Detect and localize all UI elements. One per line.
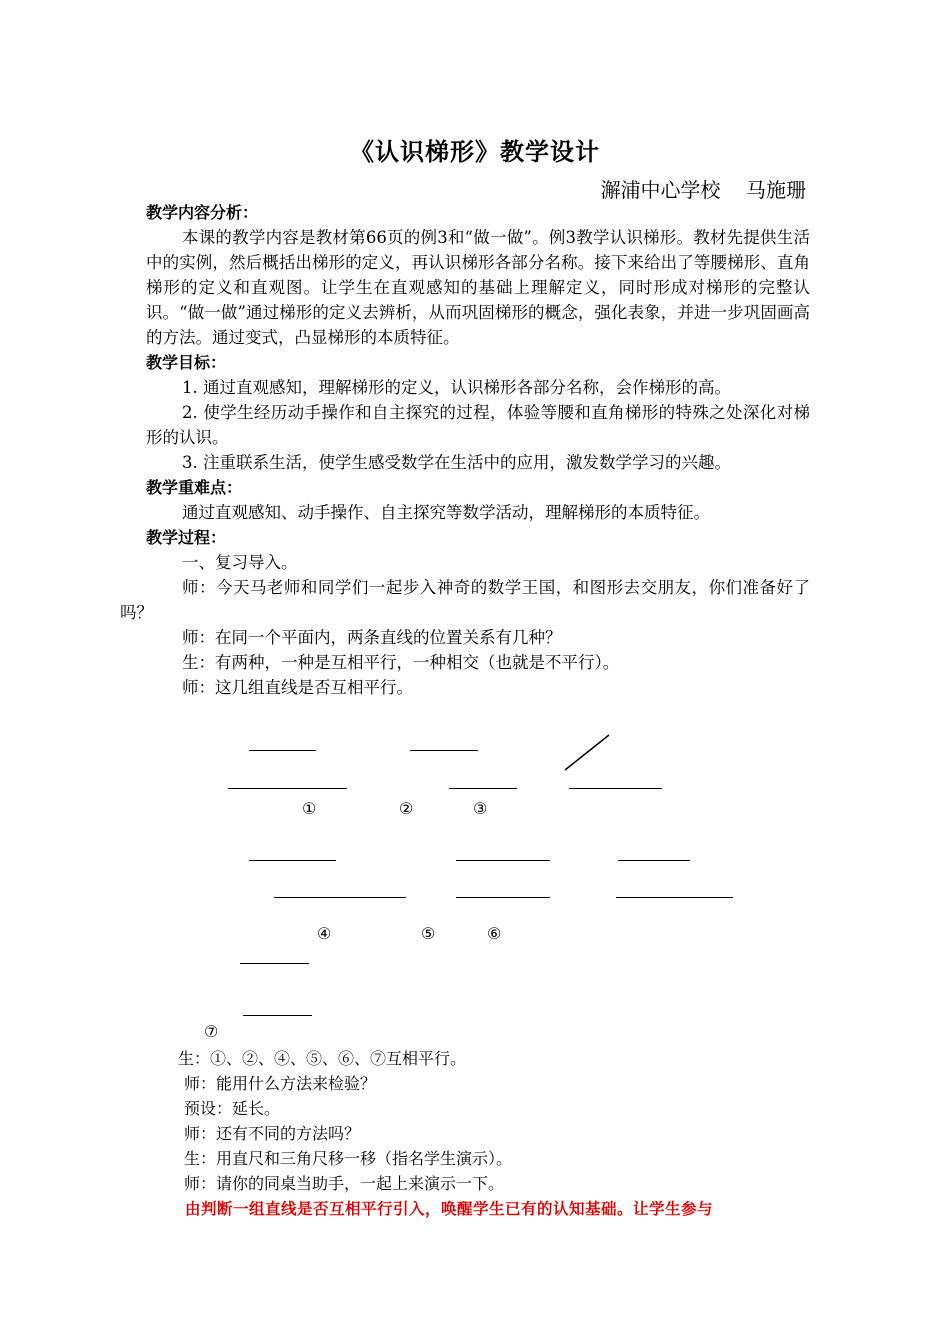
paragraph-content-analysis: 本课的教学内容是教材第66页的例3和“做一做”。例3教学认识梯形。教材先提供生活中的实例，然后概括出梯形的定义，再认识梯形各部分名称。接下来给出了等腰梯形、直角梯形的定义和直观图。让学生在直观感知的基础上理解定义，同时形成对梯形的完整认识。“做一做”通过梯形的定义去辨析，从而巩固梯形的概念，强化表象，并进一步巩固画高的方法。通过变式，凸显梯形的本质特征。 [146, 228, 810, 347]
dialogue-teacher-3: 师：这几组直线是否互相平行。 [182, 678, 413, 697]
line-pair-2-bottom [449, 788, 517, 789]
dialogue-student-2: 生：①、②、④、⑤、⑥、⑦互相平行。 [178, 1049, 467, 1068]
paragraph-key-points: 通过直观感知、动手操作、自主探究等数学活动，理解梯形的本质特征。 [182, 503, 710, 522]
goal-item-1: 1. 通过直观感知，理解梯形的定义，认识梯形各部分名称，会作梯形的高。 [182, 378, 731, 397]
line-pair-7-top [240, 963, 309, 964]
dialogue-preset: 预设：延长。 [184, 1099, 281, 1118]
dialogue-teacher-5: 师：还有不同的方法吗？ [184, 1124, 361, 1143]
label-3: ③ [473, 799, 488, 818]
goal-item-2: 2. 使学生经历动手操作和自主探究的过程，体验等腰和直角梯形的特殊之处深化对梯形的认识。 [146, 403, 810, 447]
line-pair-6-bottom [616, 897, 733, 898]
line-pair-4-bottom [274, 897, 406, 898]
goal-item-3: 3. 注重联系生活，使学生感受数学在生活中的应用，激发数学学习的兴趣。 [182, 453, 731, 472]
line-pair-1-top [249, 750, 316, 751]
dialogue-teacher-6: 师：请你的同桌当助手，一起上来演示一下。 [184, 1174, 505, 1193]
heading-content-analysis: 教学内容分析： [146, 203, 259, 222]
label-6: ⑥ [487, 924, 502, 943]
dialogue-teacher-1-text: 师：今天马老师和同学们一起步入神奇的数学王国，和图形去交朋友，你们准备好了吗？ [120, 578, 810, 622]
line-pair-5-bottom [456, 897, 550, 898]
line-pair-3-slanted [560, 730, 620, 775]
line-pair-2-top [410, 750, 478, 751]
heading-goals: 教学目标： [146, 353, 227, 372]
line-pair-5-top [456, 860, 550, 861]
label-7: ⑦ [204, 1022, 219, 1041]
dialogue-teacher-1 [120, 575, 810, 625]
line-pair-3-bottom [569, 788, 662, 789]
line-pair-1-bottom [228, 788, 347, 789]
step-review-intro: 一、复习导入。 [182, 553, 298, 572]
label-1: ① [302, 799, 317, 818]
line-pair-4-top [249, 860, 336, 861]
label-4: ④ [317, 924, 332, 943]
document-title: 《认识梯形》教学设计 [350, 137, 600, 166]
heading-key-points: 教学重难点： [146, 478, 243, 497]
dialogue-teacher-4: 师：能用什么方法来检验？ [184, 1074, 377, 1093]
dialogue-teacher-2: 师：在同一个平面内，两条直线的位置关系有几种？ [182, 628, 562, 647]
dialogue-student-1: 生：有两种，一种是互相平行，一种相交（也就是不平行）。 [182, 653, 620, 672]
heading-process: 教学过程： [146, 528, 227, 547]
teaching-note: 由判断一组直线是否互相平行引入，唤醒学生已有的认知基础。让学生参与 [185, 1199, 714, 1218]
label-5: ⑤ [421, 924, 436, 943]
dialogue-section-2 [178, 1046, 842, 1221]
author-line: 澥浦中心学校 马施珊 [600, 178, 806, 202]
label-2: ② [399, 799, 414, 818]
line-pair-7-bottom [243, 1015, 312, 1016]
content-section-1 [120, 200, 810, 700]
dialogue-student-3: 生：用直尺和三角尺移一移（指名学生演示）。 [184, 1149, 513, 1168]
line-pair-6-top [618, 860, 690, 861]
